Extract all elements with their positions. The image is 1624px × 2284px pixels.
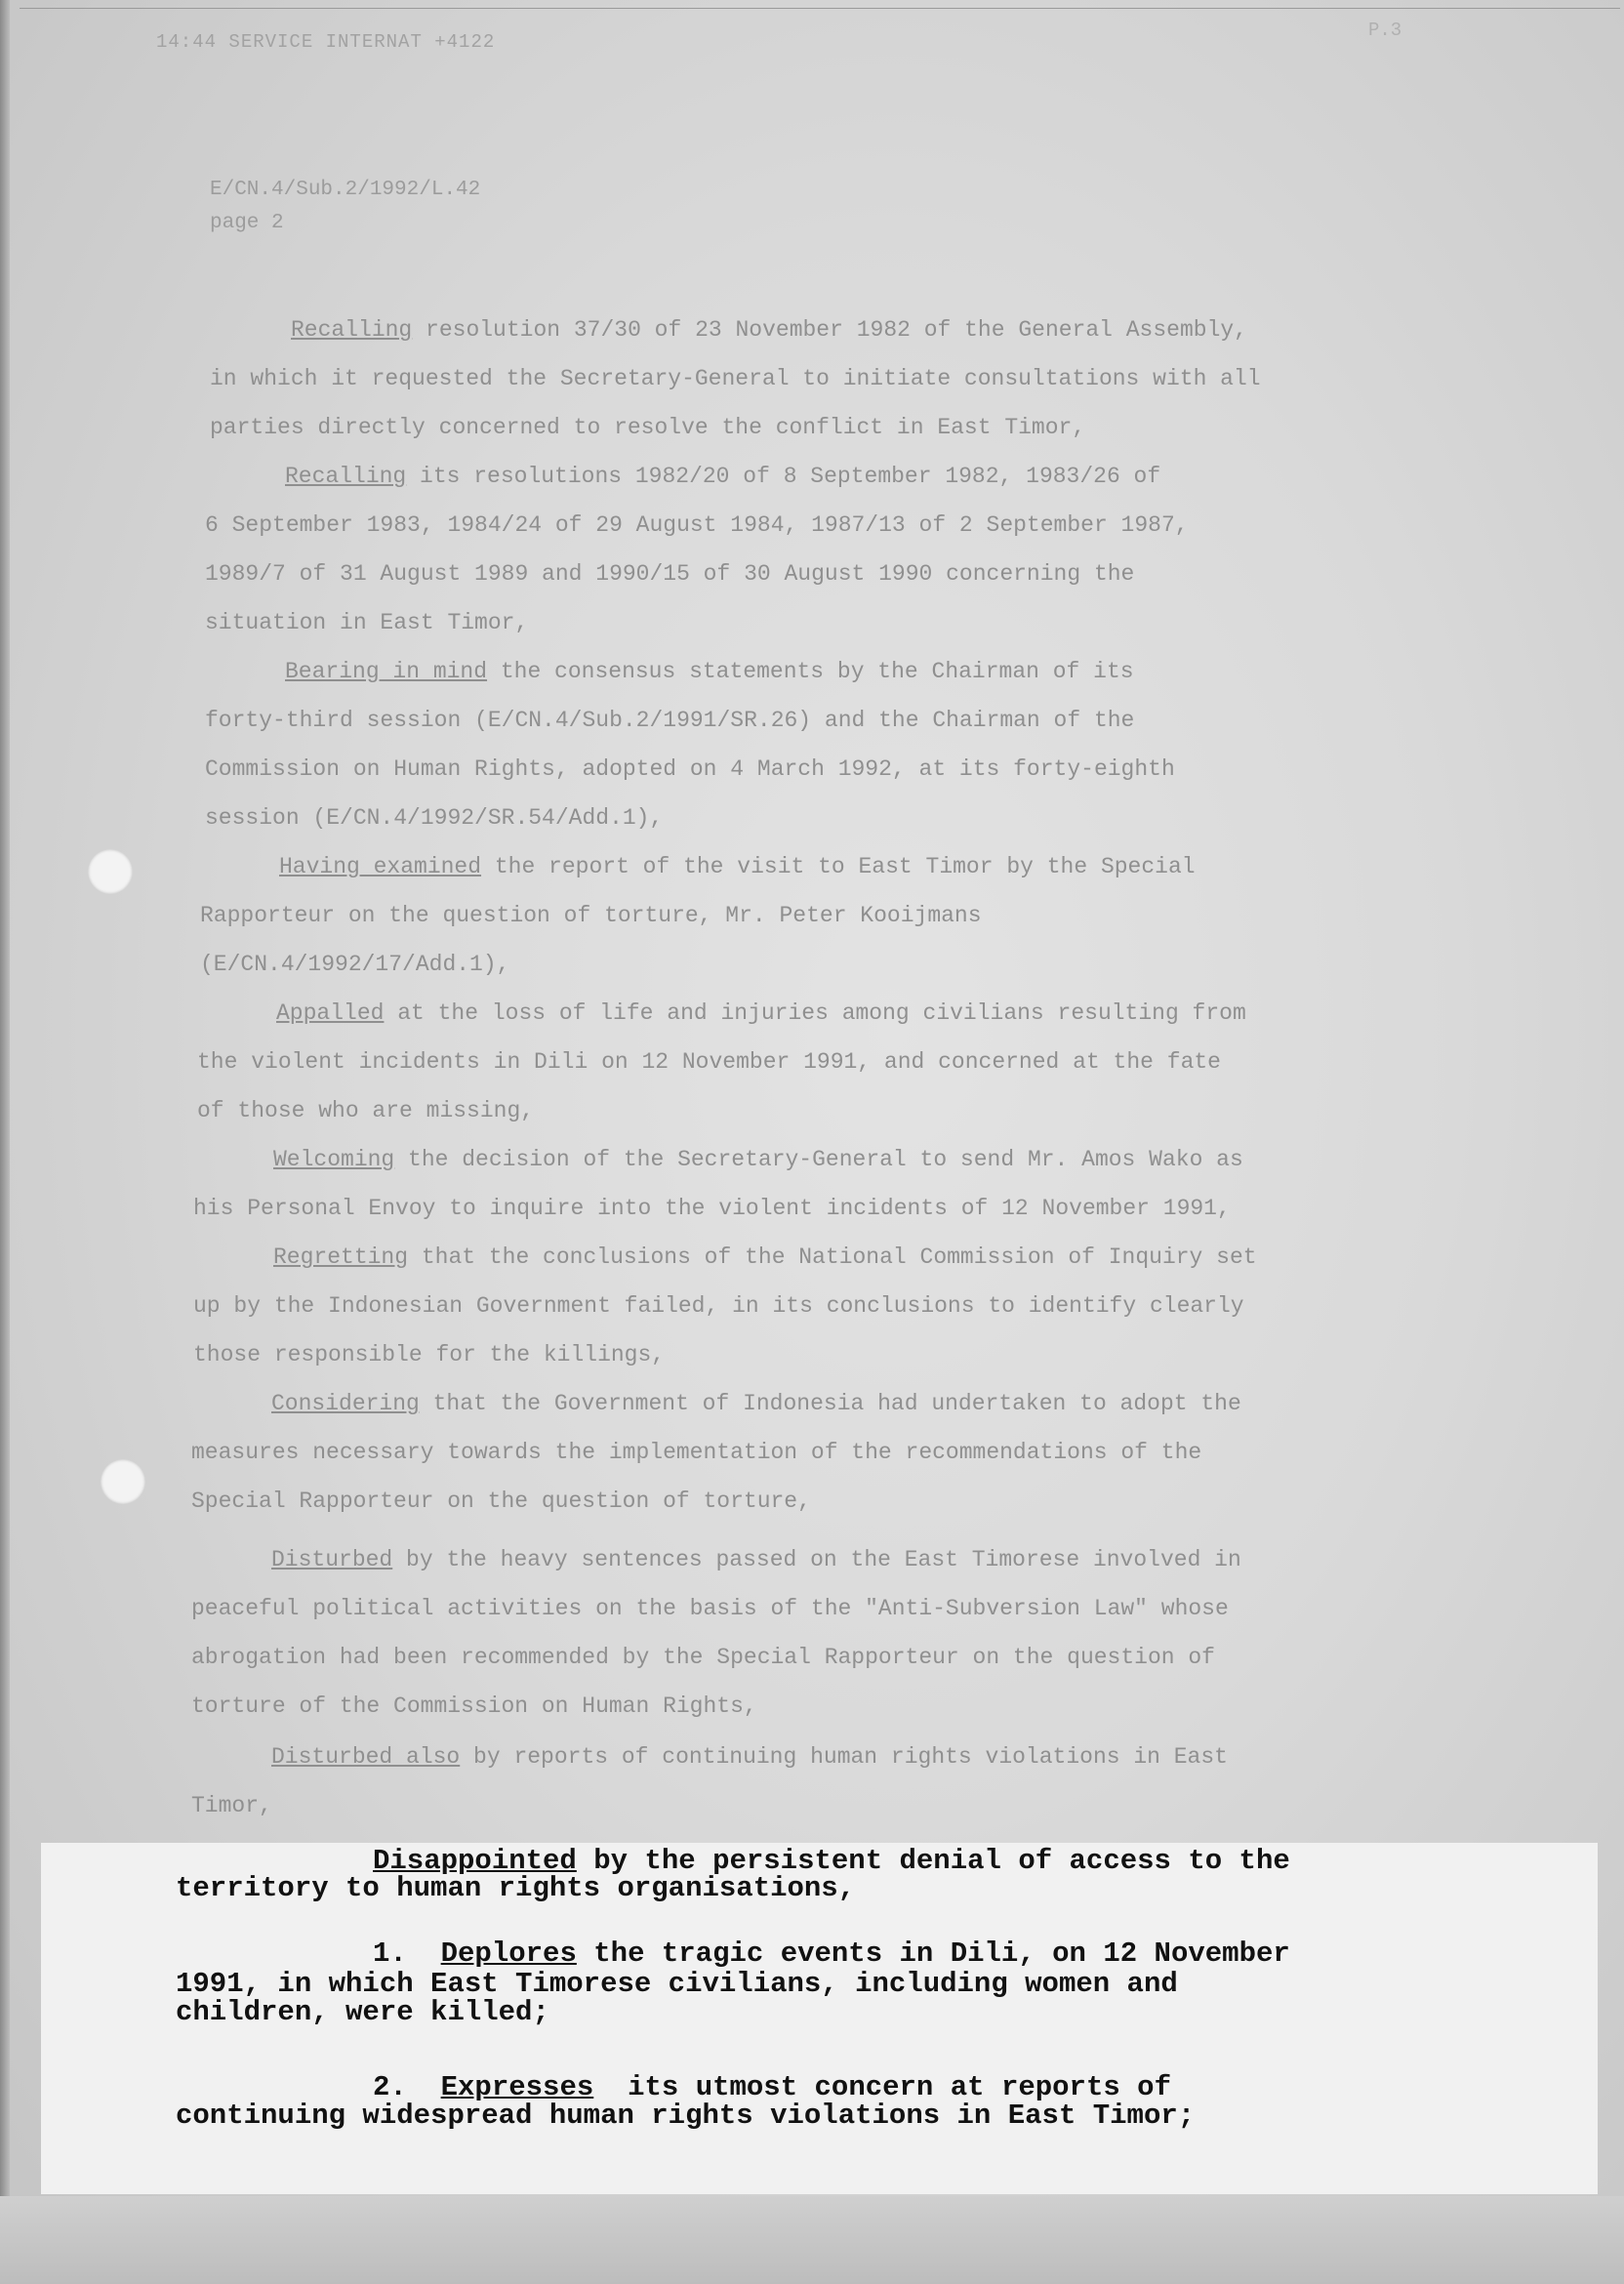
text-line: Welcoming the decision of the Secretary-General to send Mr. Amos Wako as — [273, 1147, 1243, 1172]
text-line: Disturbed also by reports of continuing human rights violations in East — [271, 1744, 1228, 1770]
document-symbol: E/CN.4/Sub.2/1992/L.42 — [210, 179, 481, 201]
text-line: peaceful political activities on the basis of the "Anti-Subversion Law" whose — [191, 1596, 1229, 1621]
text-line: (E/CN.4/1992/17/Add.1), — [200, 952, 510, 977]
text-line: children, were killed; — [176, 1996, 549, 2028]
text-line: Recalling resolution 37/30 of 23 November 1982 of the General Assembly, — [291, 317, 1247, 343]
text-line: those responsible for the killings, — [193, 1342, 666, 1367]
text-line: 1. Deplores the tragic events in Dili, on 12 November — [373, 1937, 1290, 1970]
document-reference — [210, 174, 480, 240]
text-line: Disappointed by the persistent denial of access to the — [373, 1845, 1290, 1877]
text-line: the violent incidents in Dili on 12 November 1991, and concerned at the fate — [197, 1049, 1221, 1075]
text-line: 2. Expresses its utmost concern at reports of — [373, 2071, 1171, 2103]
punch-hole — [88, 849, 133, 894]
text-line: Bearing in mind the consensus statements by the Chairman of its — [285, 659, 1134, 684]
text-line: in which it requested the Secretary-General to initiate consultations with all — [210, 366, 1261, 391]
text-line: Recalling its resolutions 1982/20 of 8 September 1982, 1983/26 of — [285, 464, 1161, 489]
text-line: torture of the Commission on Human Rights, — [191, 1693, 757, 1719]
text-line: 1991, in which East Timorese civilians, including women and — [176, 1968, 1178, 2000]
text-line: measures necessary towards the implementation of the recommendations of the — [191, 1440, 1202, 1465]
text-line: Regretting that the conclusions of the National Commission of Inquiry set — [273, 1244, 1257, 1270]
pasted-text-block — [41, 1843, 1598, 2194]
text-line: up by the Indonesian Government failed, in its conclusions to identify clearly — [193, 1293, 1244, 1319]
text-line: continuing widespread human rights violations in East Timor; — [176, 2100, 1196, 2132]
text-line: of those who are missing, — [197, 1098, 535, 1123]
text-line: Special Rapporteur on the question of torture, — [191, 1489, 811, 1514]
text-line: territory to human rights organisations, — [176, 1872, 856, 1904]
top-rule — [20, 8, 1620, 9]
text-line: Disturbed by the heavy sentences passed on the East Timorese involved in — [271, 1547, 1241, 1572]
text-line: parties directly concerned to resolve the conflict in East Timor, — [210, 415, 1086, 440]
text-line: 1989/7 of 31 August 1989 and 1990/15 of 30 August 1990 concerning the — [205, 561, 1135, 587]
text-line: situation in East Timor, — [205, 610, 529, 635]
text-line: Considering that the Government of Indonesia had undertaken to adopt the — [271, 1391, 1241, 1416]
text-line: Having examined the report of the visit to East Timor by the Special — [279, 854, 1196, 879]
scan-edge — [0, 0, 10, 2284]
text-line: forty-third session (E/CN.4/Sub.2/1991/SR.26) and the Chairman of the — [205, 708, 1135, 733]
punch-hole — [101, 1459, 145, 1504]
text-line: his Personal Envoy to inquire into the violent incidents of 12 November 1991, — [193, 1196, 1231, 1221]
text-line: abrogation had been recommended by the Special Rapporteur on the question of — [191, 1645, 1215, 1670]
text-line: session (E/CN.4/1992/SR.54/Add.1), — [205, 805, 664, 831]
text-line: 6 September 1983, 1984/24 of 29 August 1984, 1987/13 of 2 September 1987, — [205, 512, 1189, 538]
text-line: Appalled at the loss of life and injuries among civilians resulting from — [276, 1000, 1246, 1026]
text-line: Rapporteur on the question of torture, Mr. Peter Kooijmans — [200, 903, 982, 928]
text-line: Commission on Human Rights, adopted on 4 March 1992, at its forty-eighth — [205, 756, 1175, 782]
fax-header: 14:44 SERVICE INTERNAT +4122 — [156, 31, 496, 53]
fax-page-number: P.3 — [1368, 20, 1402, 41]
bottom-shade — [0, 2196, 1624, 2284]
text-line: Timor, — [191, 1793, 272, 1818]
page-number: page 2 — [210, 212, 284, 234]
